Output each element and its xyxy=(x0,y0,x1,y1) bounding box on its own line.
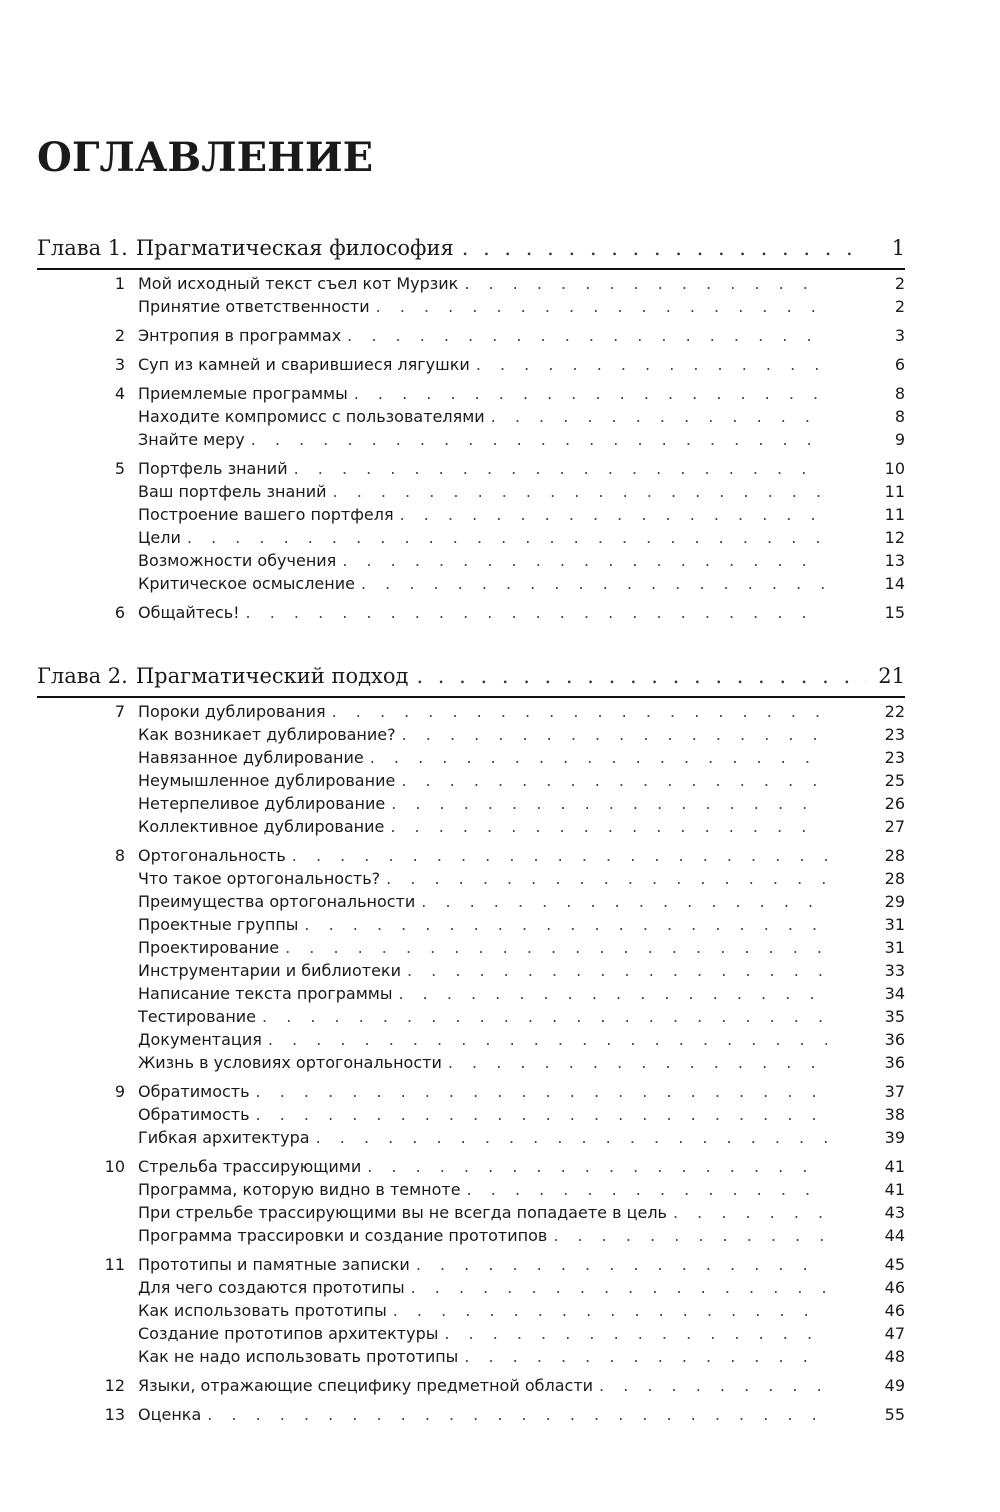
section-number: 13 xyxy=(104,1405,125,1424)
toc-subentry[interactable] xyxy=(37,771,905,794)
page-number: 48 xyxy=(884,1347,905,1366)
section-title: Ортогональность xyxy=(138,846,286,865)
leader-dots xyxy=(256,1105,827,1124)
page-number: 28 xyxy=(884,869,905,888)
toc-subentry[interactable] xyxy=(37,1007,905,1030)
section-title: Общайтесь! xyxy=(138,603,240,622)
subsection-title: Проектные группы xyxy=(138,915,299,934)
leader-dots xyxy=(342,551,827,570)
leader-dots xyxy=(207,1405,827,1424)
subsection-title: Написание текста программы xyxy=(138,984,393,1003)
leader-dots xyxy=(400,505,827,524)
page-number: 36 xyxy=(884,1030,905,1049)
subsection-title: Проектирование xyxy=(138,938,280,957)
leader-dots xyxy=(398,984,827,1003)
subsection-title: Гибкая архитектура xyxy=(138,1128,310,1147)
page-number: 3 xyxy=(894,326,905,345)
toc-subentry[interactable] xyxy=(37,1278,905,1301)
page-number: 2 xyxy=(894,297,905,316)
toc-subentry[interactable] xyxy=(37,961,905,984)
leader-dots xyxy=(332,702,827,721)
page-number: 10 xyxy=(884,459,905,478)
section-title: Обратимость xyxy=(138,1082,250,1101)
subsection-title: Программа трассировки и создание прототипов xyxy=(138,1226,548,1245)
subsection-title: Критическое осмысление xyxy=(138,574,355,593)
section-12 xyxy=(37,1376,905,1399)
section-3 xyxy=(37,355,905,378)
page-number: 41 xyxy=(884,1180,905,1199)
leader-dots xyxy=(376,297,827,316)
section-number: 8 xyxy=(114,846,125,865)
toc-subentry[interactable] xyxy=(37,748,905,771)
toc-subentry[interactable] xyxy=(37,551,905,574)
page-number: 29 xyxy=(884,892,905,911)
page-number: 26 xyxy=(884,794,905,813)
leader-dots xyxy=(333,482,827,501)
chapter-label: Глава 1. xyxy=(37,236,128,260)
subsection-title: Коллективное дублирование xyxy=(138,817,385,836)
toc-subentry[interactable] xyxy=(37,1324,905,1347)
toc-entry[interactable] xyxy=(37,326,905,349)
section-title: Приемлемые программы xyxy=(138,384,348,403)
leader-dots xyxy=(401,771,827,790)
toc-entry[interactable] xyxy=(37,459,905,482)
leader-dots xyxy=(464,1347,827,1366)
page-number: 25 xyxy=(884,771,905,790)
leader-dots xyxy=(294,459,827,478)
leader-dots xyxy=(416,664,867,688)
leader-dots xyxy=(367,1157,827,1176)
subsection-title: Обратимость xyxy=(138,1105,250,1124)
leader-dots xyxy=(370,748,827,767)
toc-entry[interactable] xyxy=(37,384,905,407)
section-number: 11 xyxy=(104,1255,125,1274)
leader-dots xyxy=(402,725,827,744)
page-number: 11 xyxy=(884,505,905,524)
section-title: Прототипы и памятные записки xyxy=(138,1255,410,1274)
leader-dots xyxy=(464,274,827,293)
leader-dots xyxy=(347,326,827,345)
section-number: 4 xyxy=(114,384,125,403)
page-number: 8 xyxy=(894,384,905,403)
chapter-title: Прагматический подход xyxy=(135,664,409,688)
page-number: 13 xyxy=(884,551,905,570)
toc-subentry[interactable] xyxy=(37,869,905,892)
toc-entry[interactable] xyxy=(37,355,905,378)
page-number: 37 xyxy=(884,1082,905,1101)
chapter-heading[interactable] xyxy=(37,236,905,270)
page-number: 39 xyxy=(884,1128,905,1147)
chapter-label: Глава 2. xyxy=(37,664,128,688)
subsection-title: Как использовать прототипы xyxy=(138,1301,387,1320)
page-number: 2 xyxy=(894,274,905,293)
toc-subentry[interactable] xyxy=(37,1203,905,1226)
leader-dots xyxy=(285,938,827,957)
toc-entry[interactable] xyxy=(37,1405,905,1428)
toc-subentry[interactable] xyxy=(37,725,905,748)
page-number: 47 xyxy=(884,1324,905,1343)
section-number: 12 xyxy=(104,1376,125,1395)
subsection-title: При стрельбе трассирующими вы не всегда попадаете в цель xyxy=(138,1203,667,1222)
chapter-page: 21 xyxy=(878,664,905,688)
toc-subentry[interactable] xyxy=(37,984,905,1007)
page-number: 34 xyxy=(884,984,905,1003)
chapter-page: 1 xyxy=(891,236,905,260)
page-number: 55 xyxy=(884,1405,905,1424)
leader-dots xyxy=(251,430,827,449)
toc-subentry[interactable] xyxy=(37,938,905,961)
subsection-title: Навязанное дублирование xyxy=(138,748,364,767)
section-2 xyxy=(37,326,905,349)
toc-entry[interactable] xyxy=(37,603,905,626)
page-number: 23 xyxy=(884,748,905,767)
section-title: Стрельба трассирующими xyxy=(138,1157,362,1176)
toc-subentry[interactable] xyxy=(37,430,905,453)
leader-dots xyxy=(416,1255,827,1274)
toc-subentry[interactable] xyxy=(37,505,905,528)
subsection-title: Нетерпеливое дублирование xyxy=(138,794,386,813)
leader-dots xyxy=(292,846,827,865)
toc-subentry[interactable] xyxy=(37,915,905,938)
leader-dots xyxy=(421,892,827,911)
toc-subentry[interactable] xyxy=(37,1030,905,1053)
page-number: 28 xyxy=(884,846,905,865)
section-title: Пороки дублирования xyxy=(138,702,326,721)
toc-subentry[interactable] xyxy=(37,297,905,320)
leader-dots xyxy=(476,355,827,374)
toc-subentry[interactable] xyxy=(37,1347,905,1370)
page-number: 31 xyxy=(884,915,905,934)
chapter-title: Прагматическая философия xyxy=(135,236,454,260)
subsection-title: Цели xyxy=(138,528,181,547)
subsection-title: Ваш портфель знаний xyxy=(138,482,327,501)
toc-subentry[interactable] xyxy=(37,1180,905,1203)
section-title: Портфель знаний xyxy=(138,459,288,478)
section-title: Мой исходный текст съел кот Мурзик xyxy=(138,274,459,293)
subsection-title: Жизнь в условиях ортогональности xyxy=(138,1053,442,1072)
section-number: 9 xyxy=(114,1082,125,1101)
page-number: 46 xyxy=(884,1278,905,1297)
subsection-title: Построение вашего портфеля xyxy=(138,505,394,524)
leader-dots xyxy=(491,407,827,426)
leader-dots xyxy=(673,1203,827,1222)
toc-entry[interactable] xyxy=(37,1157,905,1180)
toc-subentry[interactable] xyxy=(37,528,905,551)
page-number: 8 xyxy=(894,407,905,426)
subsection-title: Для чего создаются прототипы xyxy=(138,1278,405,1297)
section-13 xyxy=(37,1405,905,1428)
toc-entry[interactable] xyxy=(37,1082,905,1105)
section-number: 3 xyxy=(114,355,125,374)
section-6 xyxy=(37,603,905,626)
toc-subentry[interactable] xyxy=(37,1053,905,1076)
chapter-2 xyxy=(37,664,905,1428)
toc-subentry[interactable] xyxy=(37,1105,905,1128)
subsection-title: Как не надо использовать прототипы xyxy=(138,1347,459,1366)
toc-entry[interactable] xyxy=(37,274,905,297)
section-number: 5 xyxy=(114,459,125,478)
toc-entry[interactable] xyxy=(37,702,905,725)
toc-subentry[interactable] xyxy=(37,482,905,505)
page-title: ОГЛАВЛЕНИЕ xyxy=(37,134,374,181)
leader-dots xyxy=(386,869,827,888)
page-number: 49 xyxy=(884,1376,905,1395)
page-number: 14 xyxy=(884,574,905,593)
subsection-title: Возможности обучения xyxy=(138,551,337,570)
leader-dots xyxy=(361,574,827,593)
section-title: Энтропия в программах xyxy=(138,326,342,345)
leader-dots xyxy=(187,528,827,547)
leader-dots xyxy=(467,1180,827,1199)
chapter-1 xyxy=(37,236,905,626)
leader-dots xyxy=(268,1030,827,1049)
section-5 xyxy=(37,459,905,597)
toc-subentry[interactable] xyxy=(37,1226,905,1249)
page-number: 35 xyxy=(884,1007,905,1026)
page-number: 22 xyxy=(884,702,905,721)
subsection-title: Неумышленное дублирование xyxy=(138,771,396,790)
leader-dots xyxy=(407,961,827,980)
section-11 xyxy=(37,1255,905,1370)
leader-dots xyxy=(444,1324,827,1343)
subsection-title: Тестирование xyxy=(138,1007,257,1026)
toc-subentry[interactable] xyxy=(37,892,905,915)
leader-dots xyxy=(354,384,827,403)
chapter-heading[interactable] xyxy=(37,664,905,698)
subsection-title: Документация xyxy=(138,1030,262,1049)
page-number: 9 xyxy=(894,430,905,449)
leader-dots xyxy=(390,817,827,836)
toc-subentry[interactable] xyxy=(37,1301,905,1324)
section-8 xyxy=(37,846,905,1076)
subsection-title: Как возникает дублирование? xyxy=(138,725,396,744)
page-number: 43 xyxy=(884,1203,905,1222)
subsection-title: Что такое ортогональность? xyxy=(138,869,381,888)
leader-dots xyxy=(316,1128,827,1147)
leader-dots xyxy=(411,1278,827,1297)
subsection-title: Инструментарии и библиотеки xyxy=(138,961,401,980)
section-number: 2 xyxy=(114,326,125,345)
page-number: 46 xyxy=(884,1301,905,1320)
section-7 xyxy=(37,702,905,840)
page-number: 11 xyxy=(884,482,905,501)
page-number: 45 xyxy=(884,1255,905,1274)
leader-dots xyxy=(391,794,827,813)
section-9 xyxy=(37,1082,905,1151)
page-number: 15 xyxy=(884,603,905,622)
toc-entry[interactable] xyxy=(37,846,905,869)
toc-subentry[interactable] xyxy=(37,1128,905,1151)
page-number: 31 xyxy=(884,938,905,957)
page-number: 23 xyxy=(884,725,905,744)
section-4 xyxy=(37,384,905,453)
page-number: 44 xyxy=(884,1226,905,1245)
leader-dots xyxy=(553,1226,827,1245)
page-number: 41 xyxy=(884,1157,905,1176)
leader-dots xyxy=(599,1376,827,1395)
section-number: 7 xyxy=(114,702,125,721)
page-number: 6 xyxy=(894,355,905,374)
section-10 xyxy=(37,1157,905,1249)
section-1 xyxy=(37,274,905,320)
toc-subentry[interactable] xyxy=(37,794,905,817)
toc-subentry[interactable] xyxy=(37,817,905,840)
subsection-title: Принятие ответственности xyxy=(138,297,370,316)
toc-subentry[interactable] xyxy=(37,407,905,430)
subsection-title: Программа, которую видно в темноте xyxy=(138,1180,461,1199)
leader-dots xyxy=(448,1053,827,1072)
page-number: 38 xyxy=(884,1105,905,1124)
section-number: 6 xyxy=(114,603,125,622)
leader-dots xyxy=(256,1082,827,1101)
toc-subentry[interactable] xyxy=(37,574,905,597)
section-title: Суп из камней и сварившиеся лягушки xyxy=(138,355,470,374)
section-number: 10 xyxy=(104,1157,125,1176)
toc-entry[interactable] xyxy=(37,1376,905,1399)
toc-entry[interactable] xyxy=(37,1255,905,1278)
page-number: 27 xyxy=(884,817,905,836)
leader-dots xyxy=(246,603,827,622)
subsection-title: Создание прототипов архитектуры xyxy=(138,1324,439,1343)
subsection-title: Преимущества ортогональности xyxy=(138,892,416,911)
subsection-title: Знайте меру xyxy=(138,430,245,449)
leader-dots xyxy=(393,1301,827,1320)
leader-dots xyxy=(262,1007,827,1026)
subsection-title: Находите компромисс с пользователями xyxy=(138,407,485,426)
leader-dots xyxy=(462,236,867,260)
leader-dots xyxy=(304,915,827,934)
page-number: 33 xyxy=(884,961,905,980)
section-number: 1 xyxy=(114,274,125,293)
section-title: Языки, отражающие специфику предметной области xyxy=(138,1376,594,1395)
section-title: Оценка xyxy=(138,1405,202,1424)
page-number: 12 xyxy=(884,528,905,547)
page-number: 36 xyxy=(884,1053,905,1072)
